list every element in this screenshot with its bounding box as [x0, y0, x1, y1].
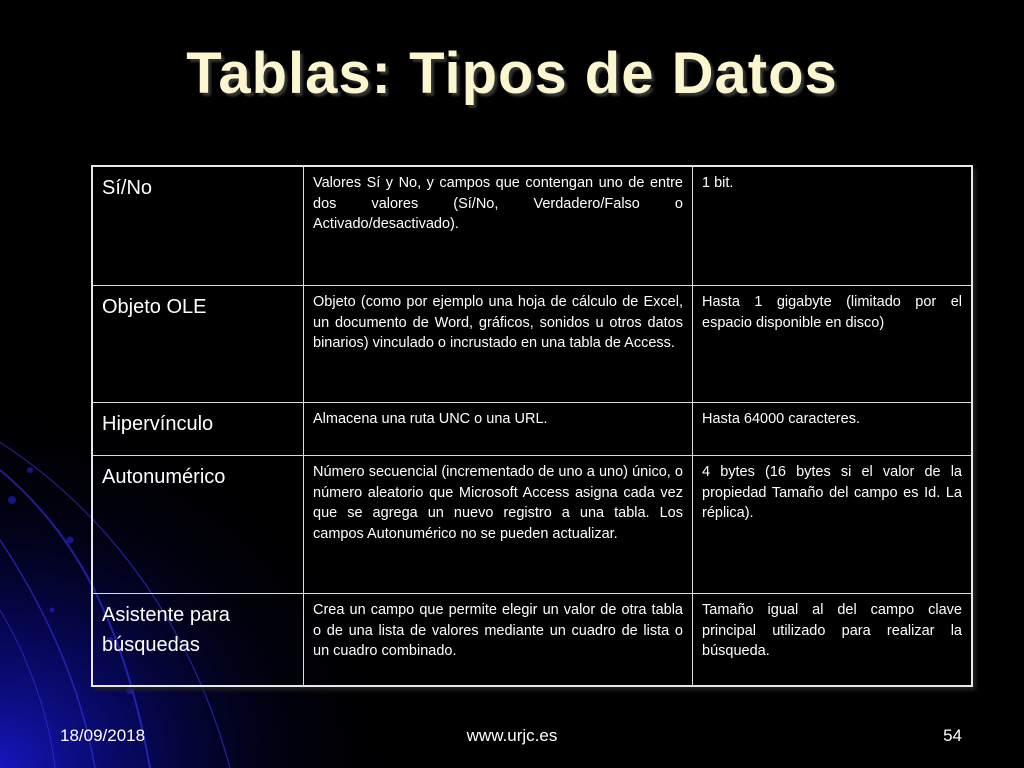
type-cell: Hipervínculo [92, 403, 304, 456]
table-row [92, 594, 972, 687]
type-cell: Objeto OLE [92, 286, 304, 403]
table-row [92, 286, 972, 403]
type-cell: Sí/No [92, 166, 304, 286]
description-cell: Almacena una ruta UNC o una URL. [304, 403, 693, 456]
footer-url: www.urjc.es [466, 726, 558, 745]
footer-page-number: 54 [943, 726, 962, 745]
size-cell: Tamaño igual al del campo clave principal utilizado para realizar la búsqueda. [693, 594, 973, 687]
size-cell: 4 bytes (16 bytes si el valor de la propiedad Tamaño del campo es Id. La réplica). [693, 456, 973, 594]
slide-title: Tablas: Tipos de Datos [186, 41, 838, 106]
type-cell: Asistente para búsquedas [92, 594, 304, 687]
size-cell: 1 bit. [693, 166, 973, 286]
description-cell: Número secuencial (incrementado de uno a uno) único, o número aleatorio que Microsoft Access asigna cada vez que se agrega un nuevo registro a una tabla. Los campos Autonumérico no se pueden actualizar. [304, 456, 693, 594]
data-types-table [91, 165, 973, 687]
description-cell: Valores Sí y No, y campos que contengan uno de entre dos valores (Sí/No, Verdadero/Falso o Activado/desactivado). [304, 166, 693, 286]
footer-date: 18/09/2018 [60, 726, 146, 745]
table-row [92, 456, 972, 594]
type-cell: Autonumérico [92, 456, 304, 594]
size-cell: Hasta 64000 caracteres. [693, 403, 973, 456]
description-cell: Crea un campo que permite elegir un valor de otra tabla o de una lista de valores mediante un cuadro de lista o un cuadro combinado. [304, 594, 693, 687]
table-row [92, 403, 972, 456]
description-cell: Objeto (como por ejemplo una hoja de cálculo de Excel, un documento de Word, gráficos, sonidos u otros datos binarios) vinculado o incrustado en una tabla de Access. [304, 286, 693, 403]
size-cell: Hasta 1 gigabyte (limitado por el espacio disponible en disco) [693, 286, 973, 403]
table-row [92, 166, 972, 286]
